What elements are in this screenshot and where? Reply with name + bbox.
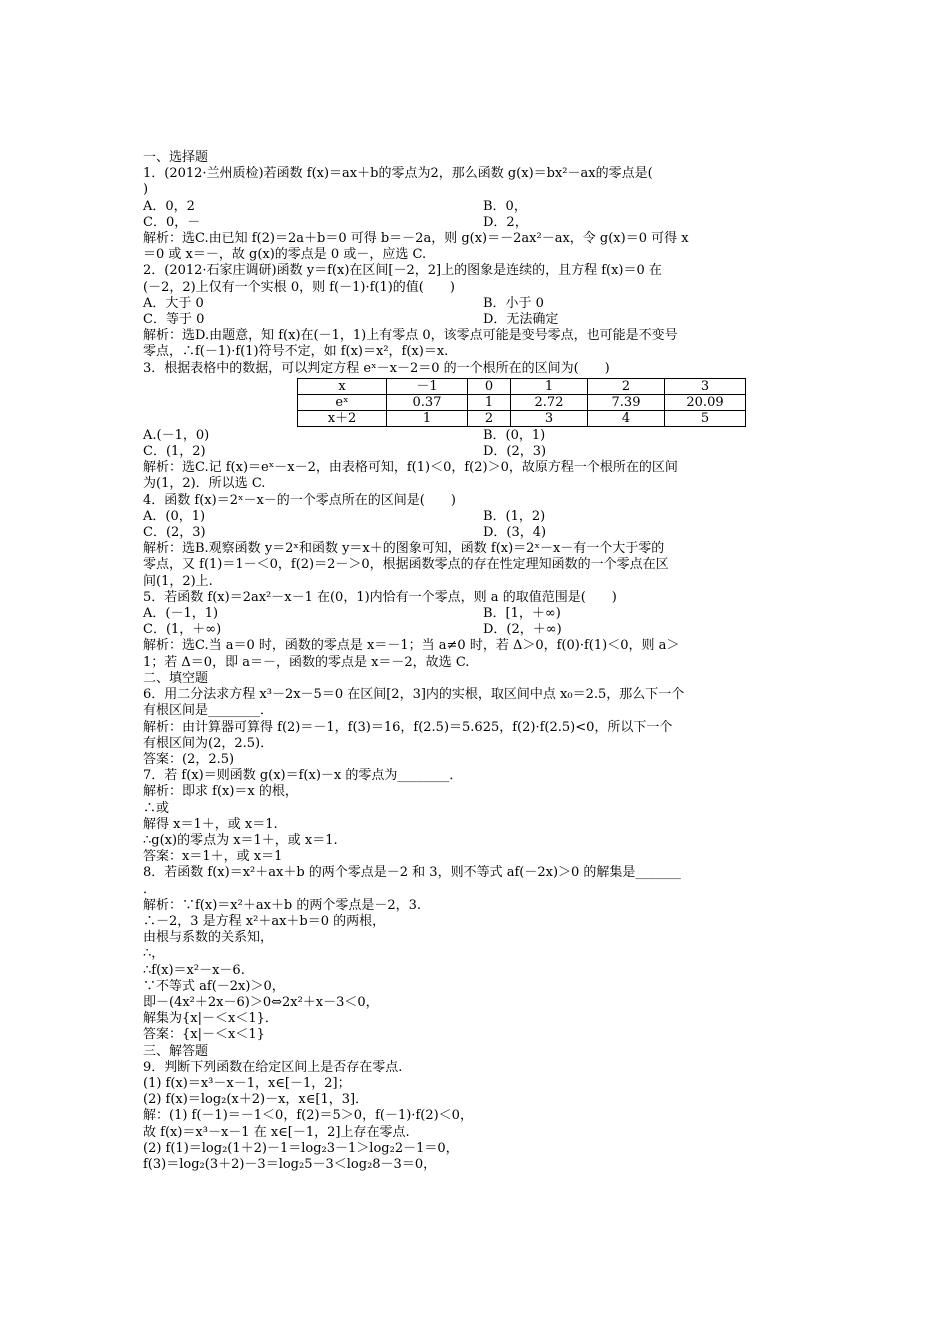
solution-7-cont: ∴或 [143, 800, 170, 816]
table-cell: 2.72 [511, 394, 588, 410]
question-9-part-1: (1) f(x)＝x³－x－1，x∈[－1，2]； [143, 1075, 351, 1091]
option-d: D．无法确定 [483, 312, 559, 328]
question-9: 9．判断下列函数在给定区间上是否存在零点. [143, 1059, 403, 1075]
solution-7: 解析：即求 f(x)＝x 的根， [143, 784, 298, 800]
value-table [297, 378, 746, 427]
options-row [143, 428, 811, 444]
solution-3-cont: 为(1，2)．所以选 C. [143, 476, 266, 492]
solution-1-cont: ＝0 或 x＝－，故 g(x)的零点是 0 或－，应选 C. [143, 247, 427, 263]
question-2-cont: (－2，2)上仅有一个实根 0，则 f(－1)·f(1)的值( ) [143, 279, 455, 295]
document-page [143, 150, 811, 1173]
section-heading-solve: 三、解答题 [143, 1043, 209, 1059]
table-cell: 2 [588, 378, 665, 394]
table-cell: 3 [665, 378, 746, 394]
options-row [143, 622, 811, 638]
table-row [298, 410, 746, 426]
option-c: C．(1，＋∞) [143, 622, 222, 638]
option-d: D．(2，＋∞) [483, 622, 562, 638]
answer-8: 答案：{x|－＜x＜1} [143, 1027, 265, 1043]
table-row [298, 378, 746, 394]
question-1-cont: ) [143, 182, 149, 198]
answer-6: 答案：(2，2.5) [143, 751, 235, 767]
question-5: 5．若函数 f(x)＝2ax²－x－1 在(0，1)内恰有一个零点，则 a 的取值范围是( ) [143, 589, 617, 605]
question-2: 2．(2012·石家庄调研)函数 y＝f(x)在区间[－2，2]上的图象是连续的，且方程 f(x)＝0 在 [143, 263, 662, 279]
solution-2-cont: 零点，∴f(－1)·f(1)符号不定，如 f(x)＝x²，f(x)＝x. [143, 344, 449, 360]
solution-8-cont: 解集为{x|－＜x＜1}． [143, 1011, 278, 1027]
options-row [143, 199, 811, 215]
solution-8-cont: ∴， [143, 946, 165, 962]
question-8: 8．若函数 f(x)＝x²＋ax＋b 的两个零点是－2 和 3，则不等式 af(－2x)＞0 的解集是_______ [143, 865, 681, 881]
option-d: D．(3，4) [483, 525, 547, 541]
question-6-cont: 有根区间是________． [143, 703, 274, 719]
solution-7-cont: ∴g(x)的零点为 x＝1＋，或 x＝1. [143, 832, 338, 848]
question-8-cont: ． [143, 881, 157, 897]
solution-9-cont: 故 f(x)＝x³－x－1 在 x∈[－1，2]上存在零点. [143, 1124, 410, 1140]
options-row [143, 525, 811, 541]
table-cell: 0.37 [387, 394, 468, 410]
solution-8-cont: ∴f(x)＝x²－x－6. [143, 962, 245, 978]
question-7: 7．若 f(x)＝则函数 g(x)＝f(x)－x 的零点为________． [143, 768, 463, 784]
table-cell: 20.09 [665, 394, 746, 410]
option-a: A．大于 0 [143, 295, 204, 311]
table-cell: 5 [665, 410, 746, 426]
solution-6-cont: 有根区间为(2，2.5)． [143, 735, 274, 751]
option-b: B．[1，＋∞) [483, 606, 561, 622]
solution-8-cont: ∵不等式 af(－2x)＞0， [143, 978, 285, 994]
option-c: C．等于 0 [143, 312, 205, 328]
table-cell: －1 [387, 378, 468, 394]
option-b: B．小于 0 [483, 295, 544, 311]
option-b: B．(0，1) [483, 427, 546, 443]
solution-4-cont: 间(1，2)上. [143, 573, 213, 589]
table-cell: 1 [387, 410, 468, 426]
solution-8: 解析：∵f(x)＝x²＋ax＋b 的两个零点是－2，3. [143, 897, 422, 913]
table-cell: 0 [468, 378, 511, 394]
option-a: A.(－1，0) [143, 427, 210, 443]
solution-8-cont: 由根与系数的关系知， [143, 930, 274, 946]
table-cell: 3 [511, 410, 588, 426]
table-cell: 2 [468, 410, 511, 426]
option-a: A．(－1，1) [143, 606, 219, 622]
question-1: 1．(2012·兰州质检)若函数 f(x)＝ax＋b的零点为2，那么函数 g(x)＝bx²－ax的零点是( [143, 166, 653, 182]
solution-5: 解析：选C.当 a＝0 时，函数的零点是 x＝－1；当 a≠0 时，若 Δ＞0，f(0)·f(1)＜0，则 a＞ [143, 638, 680, 654]
section-heading-choice: 一、选择题 [143, 150, 209, 165]
options-row [143, 444, 811, 460]
table-cell: 4 [588, 410, 665, 426]
answer-7: 答案：x＝1＋，或 x＝1 [143, 849, 283, 865]
solution-9-cont: (2) f(1)＝log₂(1＋2)－1＝log₂3－1＞log₂2－1＝0， [143, 1140, 459, 1156]
option-c: C．(2，3) [143, 525, 206, 541]
solution-2: 解析：选D.由题意，知 f(x)在(－1，1)上有零点 0，该零点可能是变号零点，也可能是不变号 [143, 328, 678, 344]
solution-4-cont: 零点，又 f(1)＝1－＜0，f(2)＝2－＞0，根据函数零点的存在性定理知函数的一个零点在区 [143, 557, 669, 573]
option-a: A．(0，1) [143, 508, 206, 524]
options-row [143, 312, 811, 328]
solution-6: 解析：由计算器可算得 f(2)＝－1，f(3)＝16，f(2.5)＝5.625，f(2)·f(2.5)<0，所以下一个 [143, 719, 673, 735]
option-d: D．2， [483, 214, 528, 230]
solution-3: 解析：选C.记 f(x)＝eˣ－x－2，由表格可知，f(1)＜0，f(2)＞0，故原方程一个根所在的区间 [143, 460, 678, 476]
option-d: D．(2，3) [483, 444, 547, 460]
option-a: A．0，2 [143, 198, 195, 214]
options-row [143, 606, 811, 622]
option-b: B．(1，2) [483, 508, 546, 524]
options-row [143, 215, 811, 231]
solution-8-cont: 即－(4x²＋2x－6)＞0⇔2x²＋x－3＜0， [143, 994, 379, 1010]
solution-4: 解析：选B.观察函数 y＝2ˣ和函数 y＝x＋的图象可知，函数 f(x)＝2ˣ－x－有一个大于零的 [143, 541, 665, 557]
table-cell: 7.39 [588, 394, 665, 410]
question-3: 3．根据表格中的数据，可以判定方程 eˣ－x－2＝0 的一个根所在的区间为( ) [143, 360, 610, 376]
table-row [298, 394, 746, 410]
question-4: 4．函数 f(x)＝2ˣ－x－的一个零点所在的区间是( ) [143, 492, 456, 508]
options-row [143, 296, 811, 312]
table-cell: eˣ [298, 394, 387, 410]
solution-7-cont: 解得 x＝1＋，或 x＝1. [143, 816, 278, 832]
table-cell: 1 [511, 378, 588, 394]
question-9-part-2: (2) f(x)＝log₂(x＋2)－x，x∈[1，3]． [143, 1092, 369, 1108]
option-c: C．(1，2) [143, 444, 206, 460]
question-6: 6．用二分法求方程 x³－2x－5＝0 在区间[2，3]内的实根，取区间中点 x₀＝2.5，那么下一个 [143, 687, 685, 703]
table-cell: x＋2 [298, 410, 387, 426]
solution-8-cont: ∴－2，3 是方程 x²＋ax＋b＝0 的两根， [143, 913, 386, 929]
solution-5-cont: 1；若 Δ＝0，即 a＝－，函数的零点是 x＝－2，故选 C. [143, 654, 470, 670]
table-cell: 1 [468, 394, 511, 410]
options-row [143, 509, 811, 525]
section-heading-fill: 二、填空题 [143, 670, 209, 686]
solution-1: 解析：选C.由已知 f(2)＝2a＋b＝0 可得 b＝－2a，则 g(x)＝－2ax²－ax，令 g(x)＝0 可得 x [143, 231, 689, 247]
solution-9-cont: f(3)＝log₂(3＋2)－3＝log₂5－3＜log₂8－3＝0， [143, 1156, 437, 1172]
table-cell: x [298, 378, 387, 394]
solution-9: 解：(1) f(－1)＝－1＜0，f(2)＝5＞0，f(－1)·f(2)＜0， [143, 1108, 473, 1124]
option-b: B．0， [483, 198, 527, 214]
option-c: C．0，－ [143, 214, 201, 230]
